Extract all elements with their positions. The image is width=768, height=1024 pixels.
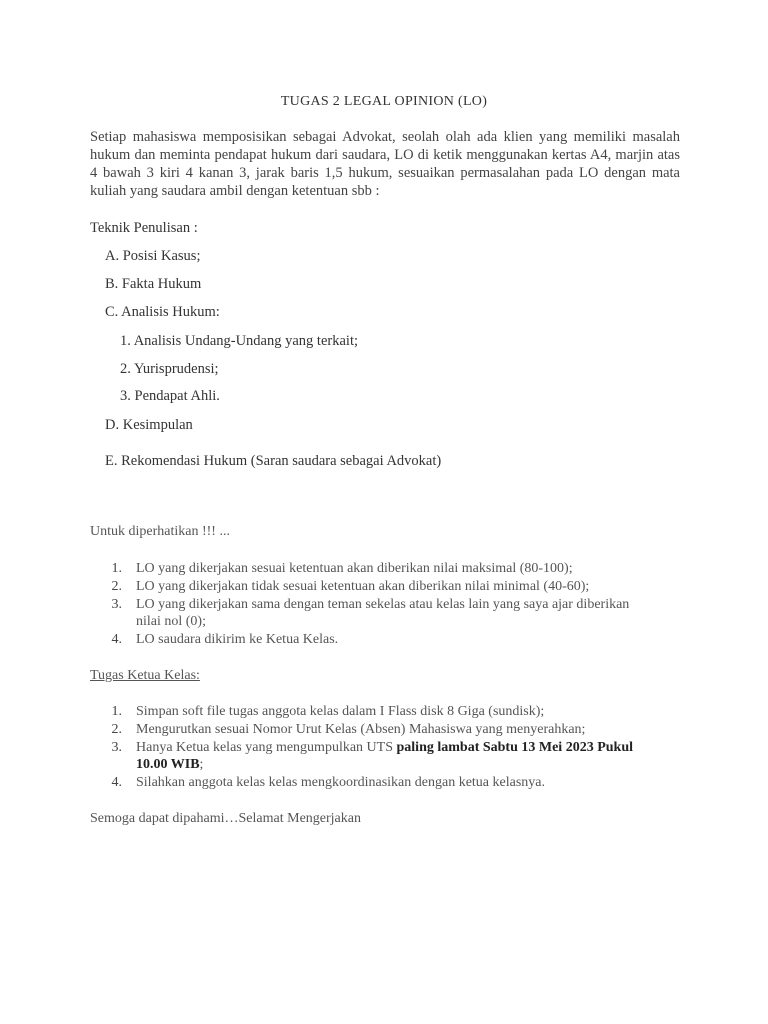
ketua-item-1: Simpan soft file tugas anggota kelas dalam I Flass disk 8 Giga (sundisk);: [136, 704, 545, 719]
ketua-item-3-line1: [136, 740, 633, 756]
perhatian-num-2: 2.: [111, 579, 122, 594]
ketua-heading: Tugas Ketua Kelas:: [90, 668, 200, 683]
teknik-item-c1: 1. Analisis Undang-Undang yang terkait;: [120, 333, 358, 349]
ketua-item-3-time: 10.00 WIB: [136, 757, 200, 772]
teknik-item-d: D. Kesimpulan: [105, 417, 193, 433]
ketua-item-2: Mengurutkan sesuai Nomor Urut Kelas (Absen) Mahasiswa yang menyerahkan;: [136, 722, 586, 737]
perhatian-num-1: 1.: [111, 561, 122, 576]
perhatian-num-4: 4.: [111, 632, 122, 647]
teknik-item-e: E. Rekomendasi Hukum (Saran saudara sebagai Advokat): [105, 453, 442, 469]
ketua-num-3: 3.: [111, 740, 122, 755]
perhatian-item-4: LO saudara dikirim ke Ketua Kelas.: [136, 632, 339, 647]
perhatian-item-1: LO yang dikerjakan sesuai ketentuan akan diberikan nilai maksimal (80-100);: [136, 561, 573, 576]
ketua-item-3-text: Hanya Ketua kelas yang mengumpulkan UTS: [136, 740, 397, 755]
ketua-num-1: 1.: [111, 704, 122, 719]
perhatian-heading: Untuk diperhatikan !!! ...: [90, 524, 230, 539]
perhatian-item-3-line1: LO yang dikerjakan sama dengan teman sekelas atau kelas lain yang saya ajar diberikan: [136, 597, 630, 612]
perhatian-item-3-line2: nilai nol (0);: [136, 614, 206, 629]
ketua-item-3-deadline: paling lambat Sabtu 13 Mei 2023 Pukul: [396, 740, 633, 755]
perhatian-num-3: 3.: [111, 597, 122, 612]
perhatian-item-2: LO yang dikerjakan tidak sesuai ketentuan akan diberikan nilai minimal (40-60);: [136, 579, 590, 594]
teknik-item-b: B. Fakta Hukum: [105, 276, 202, 292]
closing-text: Semoga dapat dipahami…Selamat Mengerjakan: [90, 811, 361, 826]
intro-paragraph: Setiap mahasiswa memposisikan sebagai Advokat, seolah olah ada klien yang memiliki masalah hukum dan meminta pendapat hukum dari saudara, LO di ketik menggunakan kertas A4, marjin atas 4 bawah 3 kiri 4 kanan 3, jarak baris 1,5 hukum, sesuaikan permasalahan pada LO dengan mata kuliah yang saudara ambil dengan ketentuan sbb :: [90, 129, 680, 199]
ketua-num-2: 2.: [111, 722, 122, 737]
teknik-item-c: C. Analisis Hukum:: [105, 304, 220, 320]
document-title: TUGAS 2 LEGAL OPINION (LO): [280, 94, 488, 109]
teknik-item-c2: 2. Yurisprudensi;: [120, 361, 219, 377]
teknik-item-c3: 3. Pendapat Ahli.: [120, 388, 220, 404]
ketua-item-3-line2: [136, 757, 203, 773]
teknik-item-a: A. Posisi Kasus;: [105, 248, 201, 264]
teknik-heading: Teknik Penulisan :: [90, 220, 198, 236]
ketua-item-4: Silahkan anggota kelas kelas mengkoordinasikan dengan ketua kelasnya.: [136, 775, 545, 790]
ketua-item-3-end: ;: [199, 757, 204, 772]
ketua-num-4: 4.: [111, 775, 122, 790]
